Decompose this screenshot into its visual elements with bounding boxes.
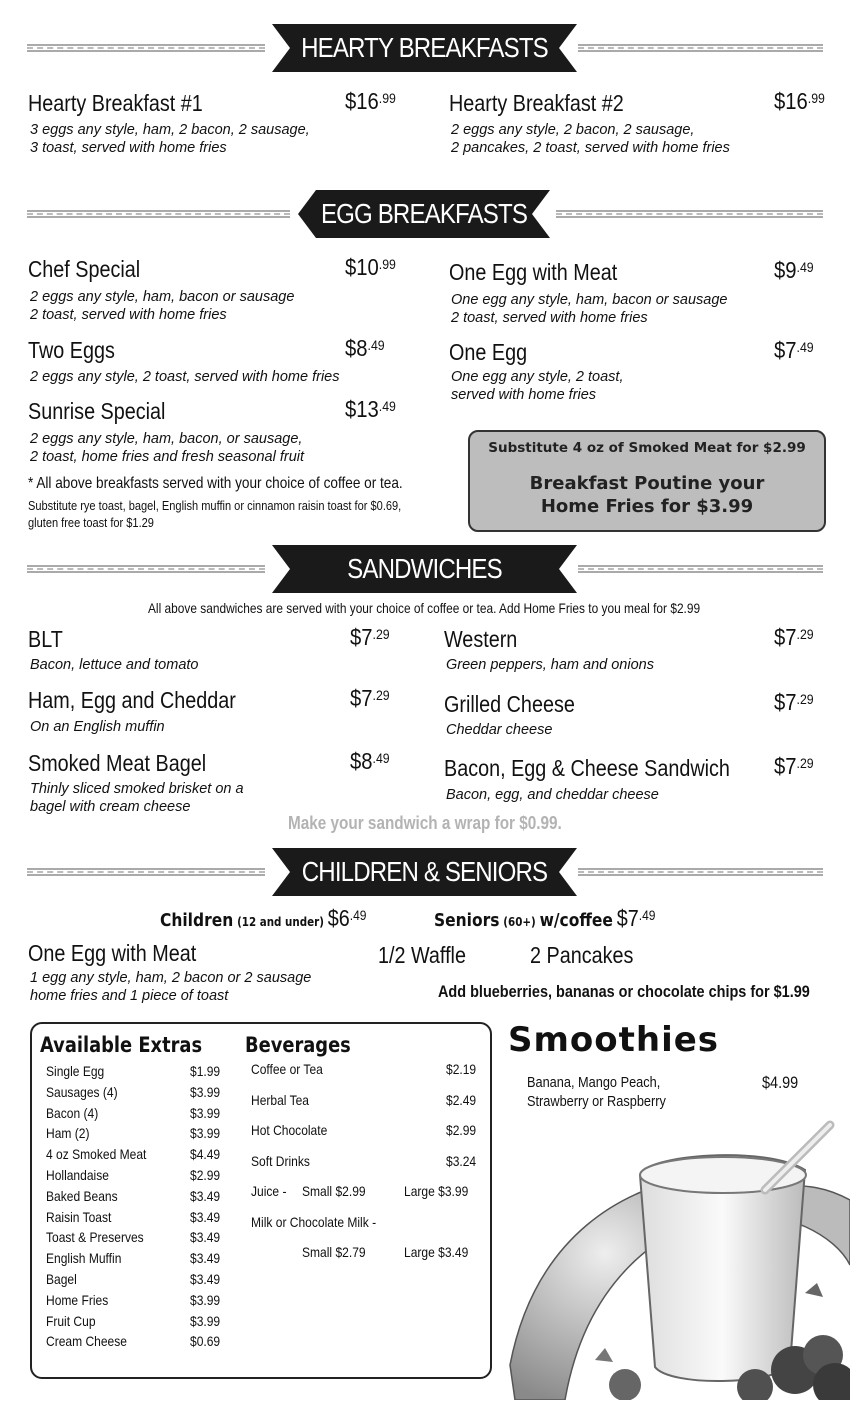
item-desc: Thinly sliced smoked brisket on a bagel with cream cheese bbox=[30, 781, 244, 815]
breakfast-poutine: Breakfast Poutine your Home Fries for $3.99 bbox=[529, 473, 765, 517]
item-desc: 3 eggs any style, ham, 2 bacon, 2 sausage, 3 toast, served with home fries bbox=[30, 122, 310, 156]
breakfast-note: * All above breakfasts served with your choice of coffee or tea. bbox=[28, 475, 403, 492]
substitute-smoked-meat: Substitute 4 oz of Smoked Meat for $2.99 bbox=[488, 440, 806, 456]
smoothies-price: $4.99 bbox=[762, 1073, 799, 1092]
item-desc: Bacon, lettuce and tomato bbox=[30, 657, 199, 673]
divider-left bbox=[27, 44, 265, 52]
extras-item-price: $3.99 bbox=[190, 1083, 221, 1100]
item-desc: Cheddar cheese bbox=[446, 722, 553, 738]
milk-label: Milk or Chocolate Milk - bbox=[251, 1214, 377, 1230]
item-desc: Green peppers, ham and onions bbox=[446, 657, 654, 673]
extras-item-name: 4 oz Smoked Meat bbox=[46, 1146, 147, 1163]
divider-left bbox=[27, 868, 265, 876]
extras-item-price: $1.99 bbox=[190, 1063, 221, 1079]
seniors-price: $\$7^{.49}$ bbox=[616, 905, 656, 931]
section-title: EGG BREAKFASTS bbox=[320, 198, 528, 229]
extras-item-price: $3.99 bbox=[190, 1104, 221, 1121]
divider-right bbox=[578, 565, 823, 573]
section-title: HEARTY BREAKFASTS bbox=[301, 32, 548, 63]
extras-item-name: Bagel bbox=[46, 1271, 77, 1287]
children-price-line bbox=[160, 905, 367, 932]
extras-item-name: Hollandaise bbox=[46, 1167, 109, 1183]
item-desc: 2 eggs any style, ham, bacon or sausage 2 toast, served with home fries bbox=[30, 289, 295, 323]
beverage-item-price: $2.99 bbox=[446, 1122, 477, 1139]
divider-left bbox=[27, 210, 290, 218]
substitute-box bbox=[468, 430, 826, 532]
item-price: $\$13^{.49}$ bbox=[345, 396, 396, 422]
item-name: BLT bbox=[28, 626, 63, 652]
children-item-pancakes: 2 Pancakes bbox=[530, 942, 634, 968]
extras-item-name: Ham (2) bbox=[46, 1125, 90, 1142]
smoothie-photo bbox=[505, 1115, 850, 1400]
seniors-with-coffee: w/coffee bbox=[539, 910, 613, 931]
beverage-item-price: $3.24 bbox=[446, 1152, 477, 1169]
beverage-item-name: Herbal Tea bbox=[251, 1091, 310, 1108]
seniors-label: Seniors bbox=[434, 910, 500, 931]
divider-right bbox=[556, 210, 823, 218]
item-name: Western bbox=[444, 626, 518, 652]
item-desc: Bacon, egg, and cheddar cheese bbox=[446, 787, 659, 803]
item-price: $\$16^{.99}$ bbox=[345, 88, 396, 114]
item-price: $\$10^{.99}$ bbox=[345, 254, 396, 280]
beverage-item-name: Hot Chocolate bbox=[251, 1122, 328, 1139]
item-name: Two Eggs bbox=[28, 337, 115, 363]
item-desc: 2 eggs any style, 2 bacon, 2 sausage, 2 pancakes, 2 toast, served with home fries bbox=[451, 122, 730, 156]
item-name: Chef Special bbox=[28, 256, 141, 282]
beverage-item-price: $2.19 bbox=[446, 1061, 477, 1077]
extras-item-name: Fruit Cup bbox=[46, 1312, 96, 1329]
extras-item-name: Baked Beans bbox=[46, 1187, 118, 1204]
item-desc: One egg any style, ham, bacon or sausage 2 toast, served with home fries bbox=[451, 292, 728, 326]
children-price: $\$6^{.49}$ bbox=[327, 905, 367, 931]
item-name: One Egg bbox=[449, 339, 528, 365]
section-banner-sandwiches bbox=[272, 545, 577, 593]
seniors-age: (60+) bbox=[503, 915, 536, 929]
beverage-item-price: $2.49 bbox=[446, 1091, 477, 1108]
section-title: CHILDREN & SENIORS bbox=[301, 856, 548, 887]
item-price: $\$7^{.49}$ bbox=[774, 337, 814, 363]
item-name: Smoked Meat Bagel bbox=[28, 750, 207, 776]
extras-item-price: $3.49 bbox=[190, 1229, 221, 1246]
extras-item-price: $3.49 bbox=[190, 1250, 221, 1267]
children-addon: Add blueberries, bananas or chocolate chips for $1.99 bbox=[438, 982, 810, 1001]
beverages-title: Beverages bbox=[245, 1033, 351, 1057]
children-item-waffle: 1/2 Waffle bbox=[378, 942, 466, 968]
juice-large: Large $3.99 bbox=[404, 1183, 469, 1199]
item-desc: On an English muffin bbox=[30, 719, 165, 735]
beverage-item-name: Soft Drinks bbox=[251, 1152, 310, 1169]
item-price: $\$7^{.29}$ bbox=[774, 753, 814, 779]
extras-item-name: Home Fries bbox=[46, 1291, 109, 1308]
item-price: $\$16^{.99}$ bbox=[774, 88, 825, 114]
juice-small: Small $2.99 bbox=[302, 1183, 366, 1199]
item-name: Hearty Breakfast #2 bbox=[449, 90, 624, 116]
item-price: $\$8^{.49}$ bbox=[350, 748, 390, 774]
extras-item-price: $3.99 bbox=[190, 1291, 221, 1308]
smoothies-desc: Banana, Mango Peach, Strawberry or Raspberry bbox=[527, 1074, 666, 1110]
extras-item-price: $2.99 bbox=[190, 1167, 221, 1183]
item-price: $\$7^{.29}$ bbox=[350, 624, 390, 650]
item-name: One Egg with Meat bbox=[449, 259, 618, 285]
item-desc: 2 eggs any style, 2 toast, served with home fries bbox=[30, 369, 340, 385]
children-item-desc: 1 egg any style, ham, 2 bacon or 2 sausage home fries and 1 piece of toast bbox=[30, 970, 312, 1004]
extras-item-name: Single Egg bbox=[46, 1063, 105, 1079]
beverage-item-name: Coffee or Tea bbox=[251, 1061, 323, 1077]
extras-item-name: Sausages (4) bbox=[46, 1083, 118, 1100]
wrap-note: Make your sandwich a wrap for $0.99. bbox=[288, 813, 562, 833]
divider-right bbox=[578, 868, 823, 876]
item-price: $\$9^{.49}$ bbox=[774, 257, 814, 283]
juice-label: Juice - bbox=[251, 1183, 287, 1199]
extras-item-price: $3.99 bbox=[190, 1125, 221, 1142]
extras-item-price: $3.49 bbox=[190, 1187, 221, 1204]
item-price: $\$7^{.29}$ bbox=[774, 624, 814, 650]
item-name: Ham, Egg and Cheddar bbox=[28, 687, 236, 713]
item-desc: One egg any style, 2 toast, served with home fries bbox=[451, 369, 624, 403]
extras-item-price: $3.49 bbox=[190, 1271, 221, 1287]
section-banner-children bbox=[272, 848, 577, 896]
section-banner-hearty bbox=[272, 24, 577, 72]
extras-item-price: $3.49 bbox=[190, 1208, 221, 1225]
milk-large: Large $3.49 bbox=[404, 1244, 469, 1260]
children-label: Children bbox=[160, 910, 234, 931]
extras-title: Available Extras bbox=[40, 1033, 203, 1057]
item-desc: 2 eggs any style, ham, bacon, or sausage, 2 toast, home fries and fresh seasonal fruit bbox=[30, 431, 305, 465]
item-price: $\$7^{.29}$ bbox=[350, 685, 390, 711]
children-age: (12 and under) bbox=[237, 915, 324, 929]
section-banner-egg bbox=[298, 190, 550, 238]
sandwich-note: All above sandwiches are served with your choice of coffee or tea. Add Home Fries to you meal for $2.99 bbox=[148, 600, 701, 616]
item-name: Hearty Breakfast #1 bbox=[28, 90, 203, 116]
item-price: $\$7^{.29}$ bbox=[774, 689, 814, 715]
children-item-one-egg: One Egg with Meat bbox=[28, 940, 197, 966]
extras-item-price: $4.49 bbox=[190, 1146, 221, 1163]
item-name: Grilled Cheese bbox=[444, 691, 575, 717]
item-name: Bacon, Egg & Cheese Sandwich bbox=[444, 755, 730, 781]
smoothies-title: Smoothies bbox=[508, 1020, 720, 1060]
extras-item-name: Raisin Toast bbox=[46, 1208, 112, 1225]
extras-item-name: English Muffin bbox=[46, 1250, 122, 1267]
item-price: $\$8^{.49}$ bbox=[345, 335, 385, 361]
divider-left bbox=[27, 565, 265, 573]
extras-item-price: $0.69 bbox=[190, 1333, 221, 1350]
divider-right bbox=[578, 44, 823, 52]
seniors-price-line bbox=[434, 905, 655, 932]
extras-item-name: Bacon (4) bbox=[46, 1104, 99, 1121]
substitute-note: Substitute rye toast, bagel, English muffin or cinnamon raisin toast for $0.69, gluten free toast for $1.29 bbox=[28, 498, 402, 530]
milk-small: Small $2.79 bbox=[302, 1244, 366, 1260]
item-name: Sunrise Special bbox=[28, 398, 166, 424]
extras-item-name: Cream Cheese bbox=[46, 1333, 127, 1350]
extras-item-price: $3.99 bbox=[190, 1312, 221, 1329]
section-title: SANDWICHES bbox=[347, 553, 502, 584]
extras-item-name: Toast & Preserves bbox=[46, 1229, 144, 1246]
